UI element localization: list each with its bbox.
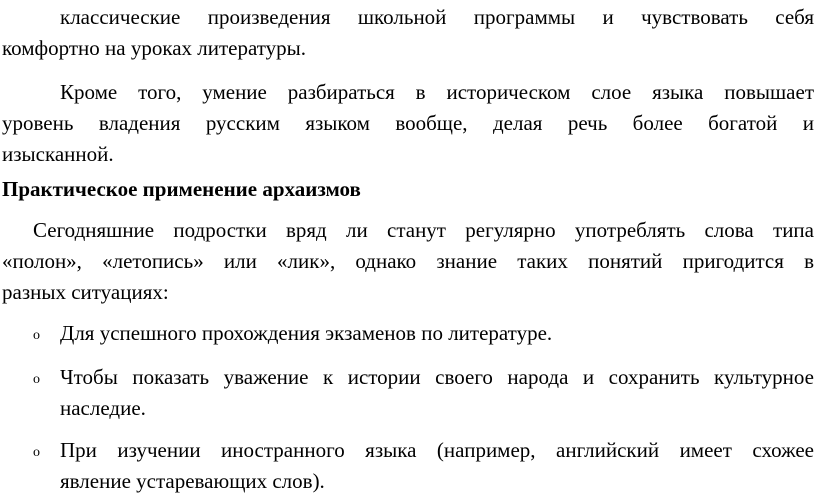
paragraph-1-line-1: классические произведения школьной программы и чувствовать себя <box>60 5 814 29</box>
bullet-marker-2: o <box>33 372 40 387</box>
intro-line-2: «полон», «летопись» или «лик», однако знание таких понятий пригодится в <box>2 249 814 273</box>
paragraph-2-line-3: изысканной. <box>2 142 114 166</box>
intro-line-3: разных ситуациях: <box>2 280 169 304</box>
bullet-marker-3: o <box>33 445 40 460</box>
paragraph-2-line-2: уровень владения русским языком вообще, делая речь более богатой и <box>2 111 814 135</box>
paragraph-2-line-1: Кроме того, умение разбираться в историческом слое языка повышает <box>60 80 814 104</box>
bullet-3-line-2: явление устаревающих слов). <box>60 469 325 493</box>
bullet-marker-1: o <box>33 328 40 343</box>
bullet-2-line-1: Чтобы показать уважение к истории своего народа и сохранить культурное <box>60 365 814 389</box>
section-heading: Практическое применение архаизмов <box>2 177 361 201</box>
bullet-1-line-1: Для успешного прохождения экзаменов по литературе. <box>60 321 553 345</box>
paragraph-1-line-2: комфортно на уроках литературы. <box>2 36 307 60</box>
bullet-2-line-2: наследие. <box>60 396 146 420</box>
intro-line-1: Сегодняшние подростки вряд ли станут регулярно употреблять слова типа <box>33 218 814 242</box>
bullet-3-line-1: При изучении иностранного языка (например, английский имеет схожее <box>60 438 814 462</box>
